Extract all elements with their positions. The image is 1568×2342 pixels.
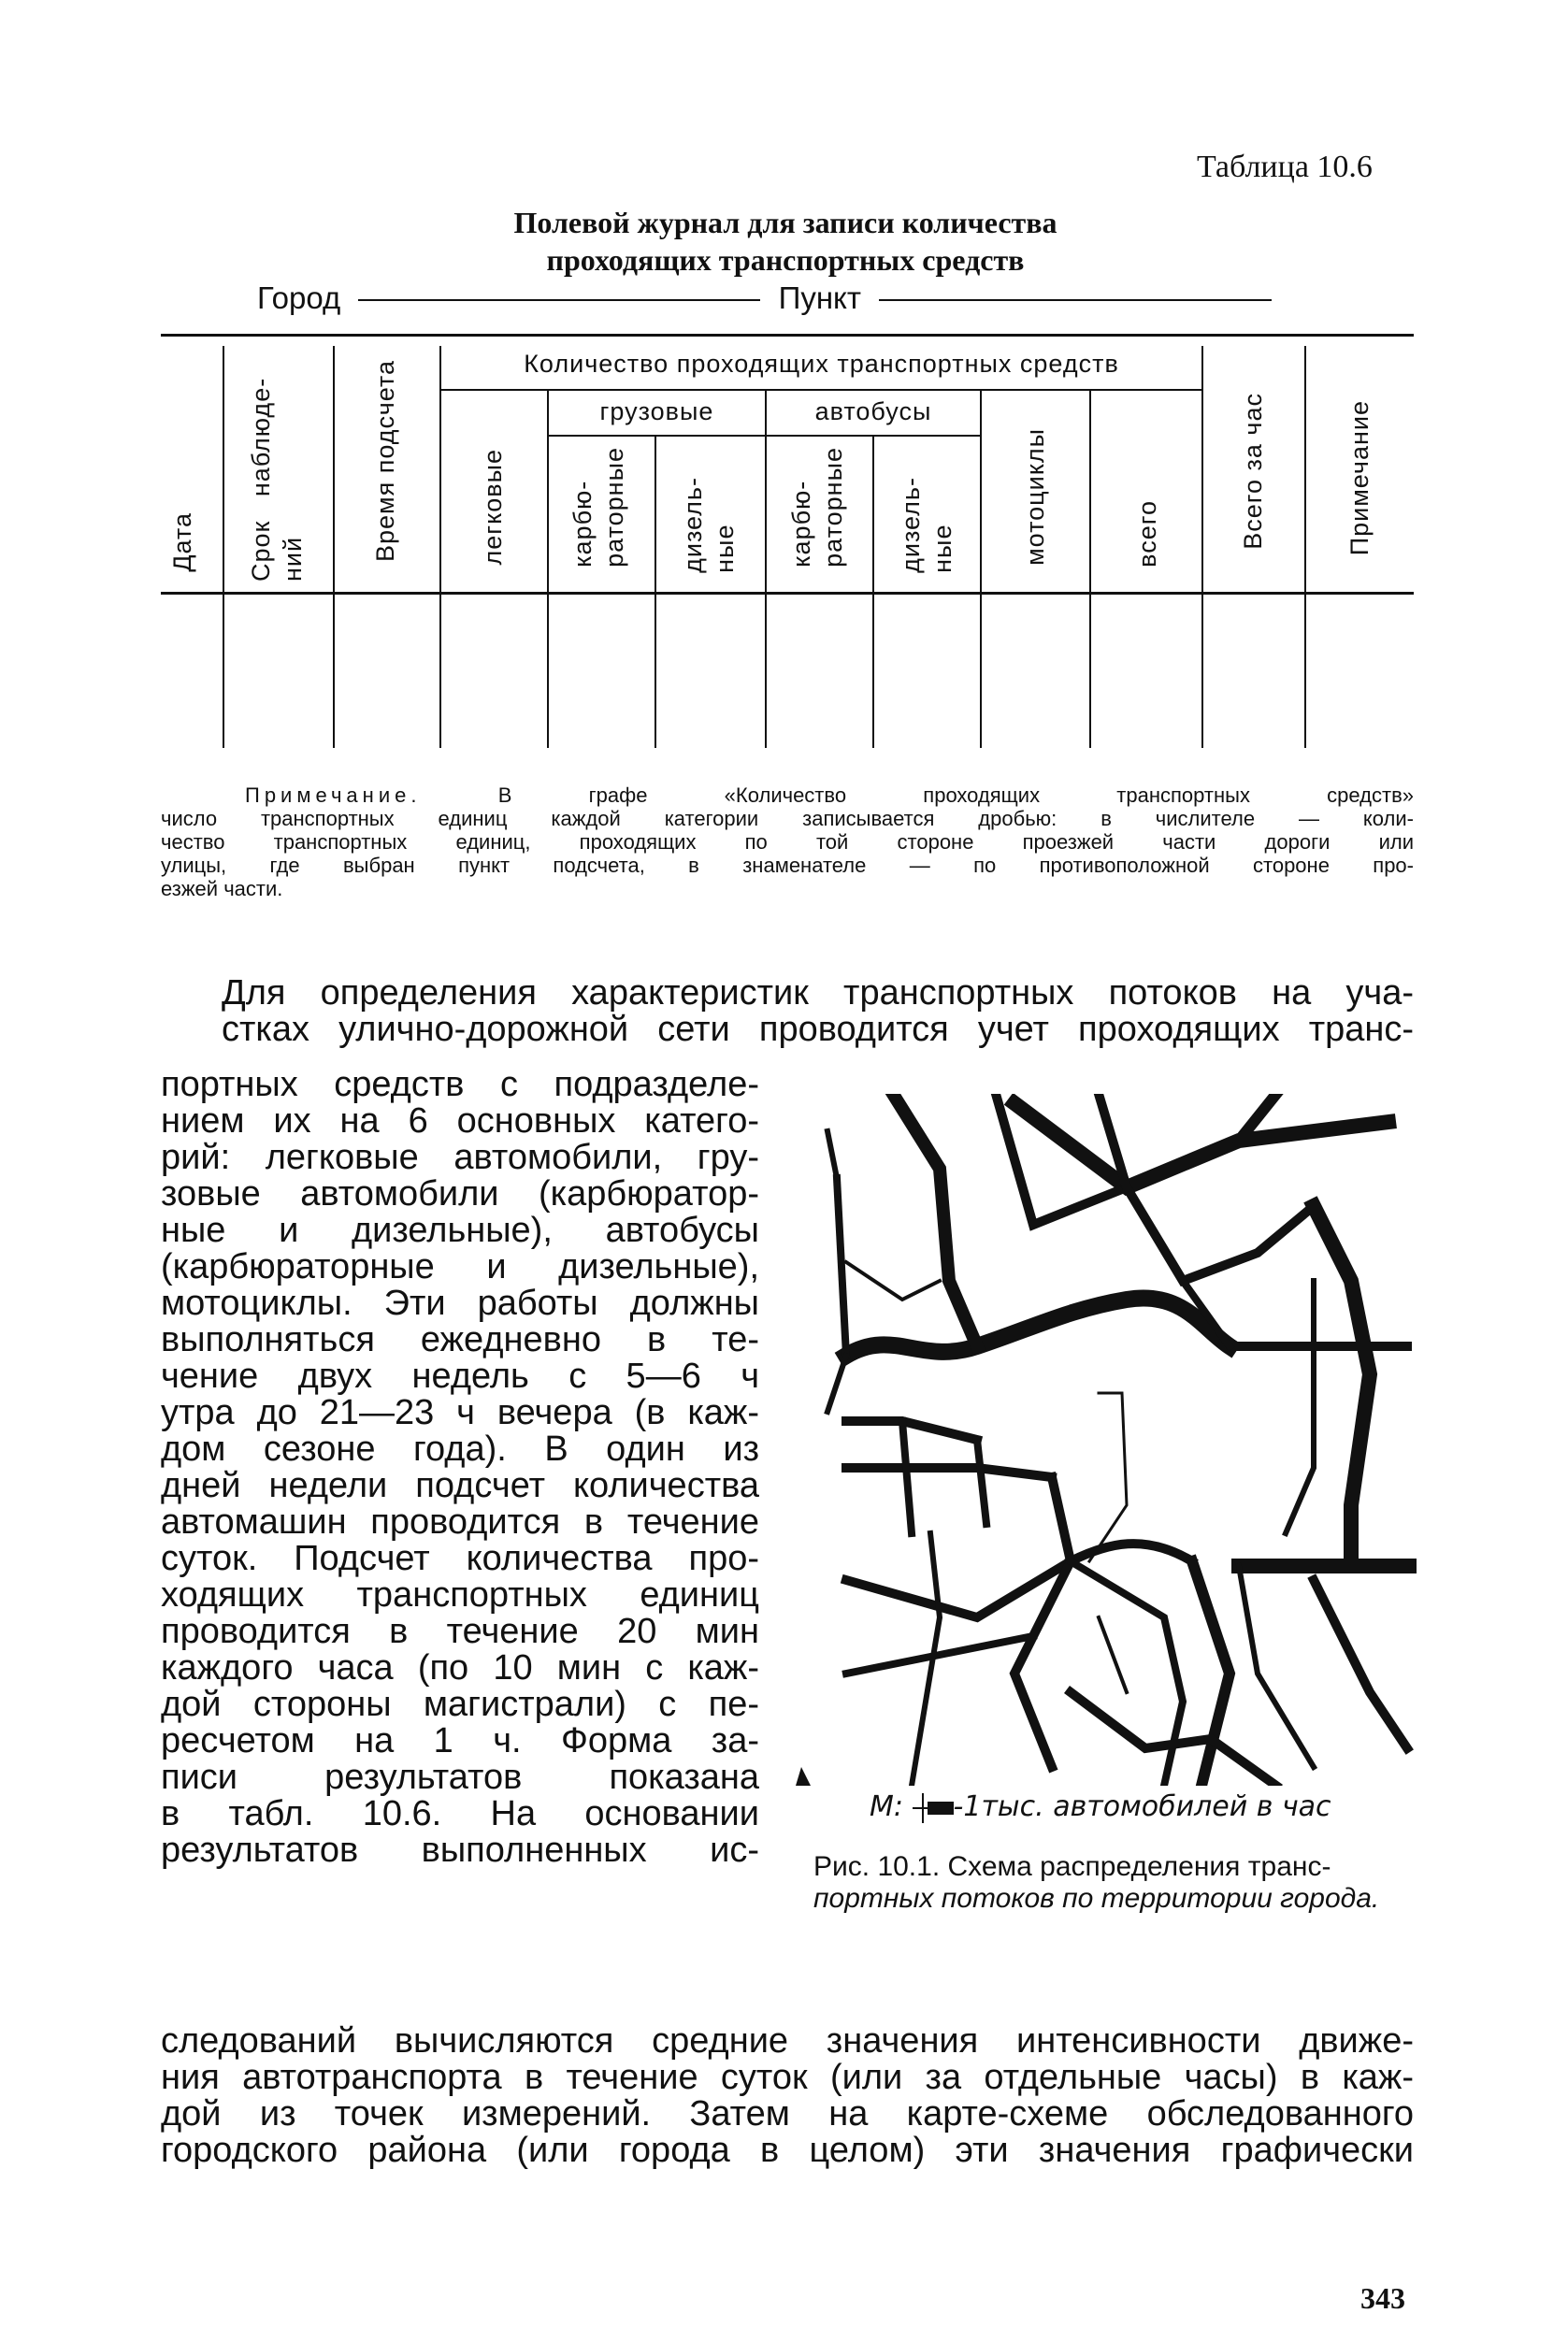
point-fill-line <box>879 299 1272 301</box>
caption-line-1: Рис. 10.1. Схема распределения транс- <box>813 1851 1331 1882</box>
text-line: выполняться ежедневно в те- <box>161 1320 759 1359</box>
header-total-hour: Всего за час <box>1239 393 1267 550</box>
text-line: ходящих транспортных единиц <box>161 1575 759 1615</box>
col-line <box>333 346 335 748</box>
text-line: дней недели подсчет количества <box>161 1466 759 1505</box>
legend-scale-bar-icon <box>913 1799 954 1818</box>
map-road <box>1314 1580 1407 1748</box>
map-road <box>1014 1477 1071 1767</box>
table-title <box>355 204 1216 279</box>
header-date: Дата <box>168 512 196 572</box>
header-count-group: Количество проходящих транспортных средств <box>524 350 1119 378</box>
header-trucks-carb: карбю- раторные <box>568 447 628 568</box>
text-line: каждого часа (по 10 мин с каж- <box>161 1648 759 1688</box>
map-road <box>846 1561 1071 1617</box>
text-line: утра до 21—23 ч вечера (в каж- <box>161 1393 759 1432</box>
point-label: Пункт <box>778 280 861 315</box>
table-note <box>161 783 1414 900</box>
legend-prefix: М: <box>870 1790 903 1823</box>
subgroup-rule <box>549 435 980 437</box>
note-text: В графе «Количество проходящих транспортных средств» <box>497 783 1414 807</box>
table-header-rule <box>161 592 1414 595</box>
map-road <box>977 1440 986 1524</box>
paragraph-left-column <box>161 1067 759 1869</box>
col-line <box>1201 346 1203 748</box>
city-label: Город <box>257 280 341 315</box>
map-main-road <box>846 1298 1230 1356</box>
col-line <box>1304 346 1306 748</box>
map-road <box>846 1468 1052 1477</box>
text-line: результатов выполненных ис- <box>161 1831 759 1870</box>
table-fields <box>257 280 1272 316</box>
map-road <box>846 1636 1033 1674</box>
header-time: Время подсчета <box>371 360 399 562</box>
map-road <box>846 1421 977 1440</box>
header-buses: автобусы <box>814 397 932 425</box>
header-remark: Примечание <box>1345 400 1374 556</box>
col-line <box>980 391 982 748</box>
map-road <box>902 1421 912 1533</box>
header-buses-diesel: дизель- ные <box>897 477 957 573</box>
paragraph-top <box>161 975 1414 1048</box>
note-line-3: чество транспортных единиц, проходящих по той стороне проезжей части дороги или <box>161 830 1414 854</box>
map-road <box>827 1131 837 1178</box>
map-main-road <box>893 1094 977 1346</box>
col-line <box>1089 391 1091 748</box>
text-line: ния автотранспорта в течение суток (или за отдельные часы) в каж- <box>161 2058 1414 2097</box>
header-moto: мотоциклы <box>1021 428 1049 566</box>
city-fill-line <box>358 299 760 301</box>
legend-text: -1тыс. автомобилей в час <box>953 1790 1331 1823</box>
text-line: дом сезоне года). В один из <box>161 1430 759 1469</box>
text-line: чение двух недель с 5—6 ч <box>161 1357 759 1396</box>
header-trucks: грузовые <box>599 397 714 425</box>
map-road <box>1071 1561 1183 1786</box>
map-main-road <box>1314 1206 1370 1566</box>
text-line: проводится в течение 20 мин <box>161 1612 759 1651</box>
map-building <box>1089 1393 1127 1561</box>
page-number: 343 <box>1360 2281 1405 2315</box>
table-number: Таблица 10.6 <box>1197 150 1373 184</box>
text-line: рий: легковые автомобили, гру- <box>161 1138 759 1177</box>
text-line: в табл. 10.6. На основании <box>161 1794 759 1833</box>
text-line: дой из точек измерений. Затем на карте-схеме обследованного <box>161 2094 1414 2134</box>
text-line: ные и дизельные), автобусы <box>161 1211 759 1250</box>
note-label: Примечание. <box>245 783 422 807</box>
col-line <box>547 391 549 748</box>
text-line: автомашин проводится в течение <box>161 1502 759 1542</box>
col-line <box>872 435 874 748</box>
text-line: писи результатов показана <box>161 1758 759 1797</box>
text-line: зовые автомобили (карбюратор- <box>161 1174 759 1214</box>
header-cars: легковые <box>479 449 507 566</box>
north-arrow-icon <box>796 1767 811 1786</box>
text-line: городского района (или города в целом) эти значения графически <box>161 2131 1414 2170</box>
table-title-line-2: проходящих транспортных средств <box>546 243 1025 277</box>
figure-caption <box>813 1851 1412 1915</box>
col-line <box>223 346 224 748</box>
text-line: стках улично-дорожной сети проводится учет проходящих транс- <box>222 1010 1414 1049</box>
map-legend <box>870 1790 1331 1823</box>
paragraph-bottom <box>161 2023 1414 2169</box>
map-road <box>1071 1544 1192 1561</box>
text-line: нием их на 6 основных катего- <box>161 1101 759 1141</box>
caption-line-2: портных потоков по территории города. <box>813 1883 1380 1914</box>
note-line-2: число транспортных единиц каждой категории записывается дробью: в числителе — коли- <box>161 807 1414 830</box>
map-road <box>1099 1617 1127 1692</box>
text-line: Для определения характеристик транспортных потоков на уча- <box>222 973 1414 1013</box>
col-line <box>439 346 441 748</box>
map-road <box>846 1262 940 1300</box>
text-line: суток. Подсчет количества про- <box>161 1539 759 1578</box>
note-line-1 <box>161 783 1414 807</box>
header-buses-carb: карбю- раторные <box>787 447 847 568</box>
map-road <box>827 1356 846 1412</box>
map-road <box>837 1178 846 1356</box>
text-line: ресчетом на 1 ч. Форма за- <box>161 1721 759 1760</box>
text-line: дой стороны магистрали) с пе- <box>161 1685 759 1724</box>
table-top-rule <box>161 334 1414 337</box>
text-line: мотоциклы. Эти работы должны <box>161 1284 759 1323</box>
map-road <box>1127 1187 1314 1281</box>
table-title-line-1: Полевой журнал для записи количества <box>513 206 1057 239</box>
header-trucks-diesel: дизель- ные <box>679 477 739 573</box>
map-main-road <box>1014 1103 1388 1187</box>
map-road <box>1286 1281 1314 1533</box>
group-rule <box>441 389 1201 391</box>
col-line <box>765 391 767 748</box>
traffic-flow-map <box>790 1094 1417 1786</box>
header-total: всего <box>1133 500 1161 568</box>
text-line: (карбюраторные и дизельные), <box>161 1247 759 1286</box>
header-term: Срок наблюде- ний <box>247 377 307 582</box>
col-line <box>655 435 656 748</box>
text-line: следований вычисляются средние значения интенсивности движе- <box>161 2021 1414 2061</box>
note-line-4: улицы, где выбран пункт подсчета, в знаменателе — по противоположной стороне про- <box>161 854 1414 877</box>
text-line: портных средств с подразделе- <box>161 1065 759 1104</box>
note-line-5: езжей части. <box>161 877 283 900</box>
map-road <box>1239 1566 1314 1767</box>
